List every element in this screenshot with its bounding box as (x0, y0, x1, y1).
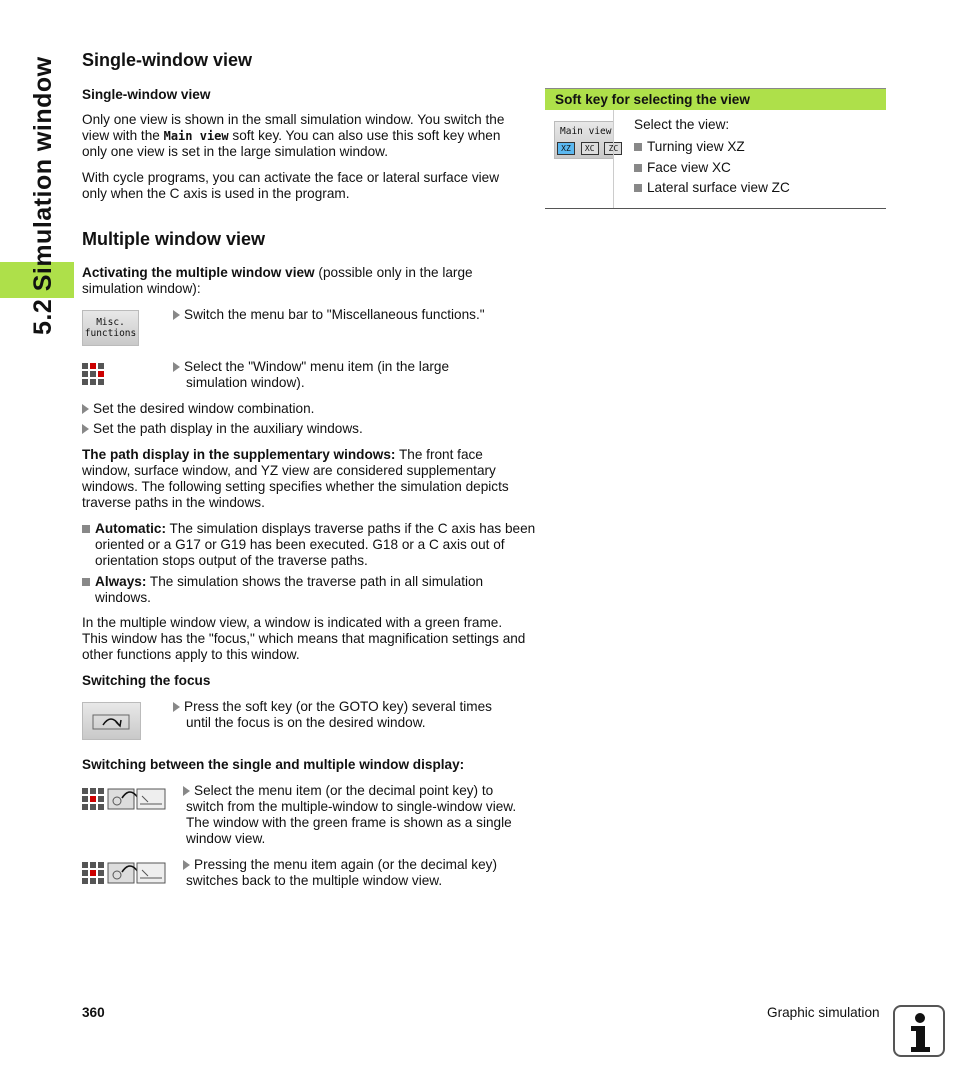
paragraph-single-1 (82, 112, 527, 160)
bold-text: The path display in the supplementary windows: (82, 447, 396, 462)
step-misc (173, 307, 523, 323)
arrow-icon (82, 404, 89, 414)
text: switches back to the multiple window view. (186, 873, 443, 888)
arrow-icon (82, 424, 89, 434)
step-path-display (82, 421, 527, 437)
info-icon (893, 1005, 945, 1057)
bold-text: Activating the multiple window view (82, 265, 315, 280)
window-toggle-graphic (82, 860, 168, 884)
main-view-softkey[interactable] (554, 121, 619, 159)
step-switch-single (183, 783, 528, 847)
subheading-switching-display: Switching between the single and multiple window display: (82, 757, 465, 772)
section-heading-single: Single-window view (82, 50, 253, 70)
code-main-view: Main view (163, 129, 229, 143)
arrow-icon (183, 860, 190, 870)
side-tab-label: 5.2 Simulation window (29, 56, 57, 335)
arrow-icon (183, 786, 190, 796)
bullet-always (82, 574, 540, 606)
arrow-icon (173, 702, 180, 712)
paragraph-focus: In the multiple window view, a window is indicated with a green frame. This window has the "focus," which means that magnification settings and other functions apply to this window. (82, 615, 526, 662)
page-number: 360 (82, 1005, 105, 1020)
subheading-single: Single-window view (82, 87, 211, 102)
bullet-icon (82, 578, 90, 586)
bullet-icon (82, 525, 90, 533)
table-row (545, 110, 886, 208)
window-toggle-graphic (82, 786, 168, 810)
text: The simulation displays traverse paths if the C axis has been oriented or a G17 or G19 has been executed. G18 or a C axis out of orientation stops output of the traverse paths. (95, 521, 536, 568)
text: Set the path display in the auxiliary windows. (93, 421, 363, 436)
chapter-title: Graphic simulation (767, 1005, 880, 1020)
text: Set the desired window combination. (93, 401, 315, 416)
section-heading-multi: Multiple window view (82, 229, 266, 249)
bullet-icon (634, 184, 642, 192)
tab-zc[interactable]: ZC (604, 142, 622, 155)
bullet-icon (634, 143, 642, 151)
window-grid-icon[interactable] (82, 362, 106, 386)
tab-xz[interactable]: XZ (557, 142, 575, 155)
bold-text: Always: (95, 574, 147, 589)
option-label: Face view XC (647, 159, 731, 175)
paragraph-single-2: With cycle programs, you can activate the face or lateral surface view only when the C axis is used in the program. (82, 170, 500, 201)
option-label: Turning view XZ (647, 139, 745, 154)
text: Switch the menu bar to "Miscellaneous functions." (184, 307, 485, 322)
option-face (634, 158, 884, 179)
select-view-text: Select the view: (634, 117, 730, 132)
window-grid-icon-graphic (82, 362, 106, 386)
bullet-icon (634, 164, 642, 172)
view-options (634, 117, 884, 199)
arrow-icon (173, 362, 180, 372)
text: switch from the multiple-window to single-window view. The window with the green frame is shown as a single window view. (186, 799, 517, 846)
text: Pressing the menu item again (or the decimal key) (194, 857, 497, 872)
side-tab (0, 0, 74, 335)
text: The front face window, surface window, and YZ view are considered supplementary windows. The following setting specifies whether the simulation depicts traverse paths in the windows. (82, 447, 509, 510)
softkey-label: Main view (560, 126, 612, 137)
softkey-line: functions (84, 328, 137, 339)
subheading-switching-focus: Switching the focus (82, 673, 211, 688)
bullet-automatic (82, 521, 540, 569)
text: Press the soft key (or the GOTO key) several times (184, 699, 492, 714)
single-window-toggle-icon[interactable] (82, 786, 168, 810)
paragraph-path-display (82, 447, 527, 511)
text: Select the "Window" menu item (in the large (184, 359, 450, 374)
text: Select the menu item (or the decimal point key) to (194, 783, 494, 798)
step-combination (82, 401, 527, 417)
bold-text: Automatic: (95, 521, 166, 536)
misc-functions-softkey[interactable] (82, 310, 139, 346)
option-label: Lateral surface view ZC (647, 180, 790, 195)
column-divider (613, 110, 614, 208)
step-switch-multi (183, 857, 528, 889)
step-window (173, 359, 523, 391)
step-focus (173, 699, 523, 731)
text: Only one view is shown in the small simulation window. You switch the view with the (82, 112, 505, 143)
info-icon-graphic (895, 1007, 943, 1055)
table-bottom-rule (545, 208, 886, 209)
softkey-table (545, 88, 886, 209)
table-header: Soft key for selecting the view (545, 88, 886, 110)
text: simulation window). (186, 375, 305, 390)
paragraph-multi-intro (82, 265, 527, 297)
focus-arrow-icon (83, 703, 140, 739)
text: until the focus is on the desired window. (186, 715, 426, 730)
softkey-line: Misc. (96, 317, 125, 328)
switch-focus-softkey[interactable] (82, 702, 141, 740)
text: (possible only in the large simulation window): (82, 265, 473, 296)
text: The simulation shows the traverse path in all simulation windows. (95, 574, 484, 605)
arrow-icon (173, 310, 180, 320)
multi-window-toggle-icon[interactable] (82, 860, 168, 884)
tab-xc[interactable]: XC (581, 142, 599, 155)
text: soft key. You can also use this soft key when only one view is set in the large simulation window. (82, 128, 501, 159)
option-lateral (634, 178, 884, 199)
option-turning (634, 137, 884, 158)
